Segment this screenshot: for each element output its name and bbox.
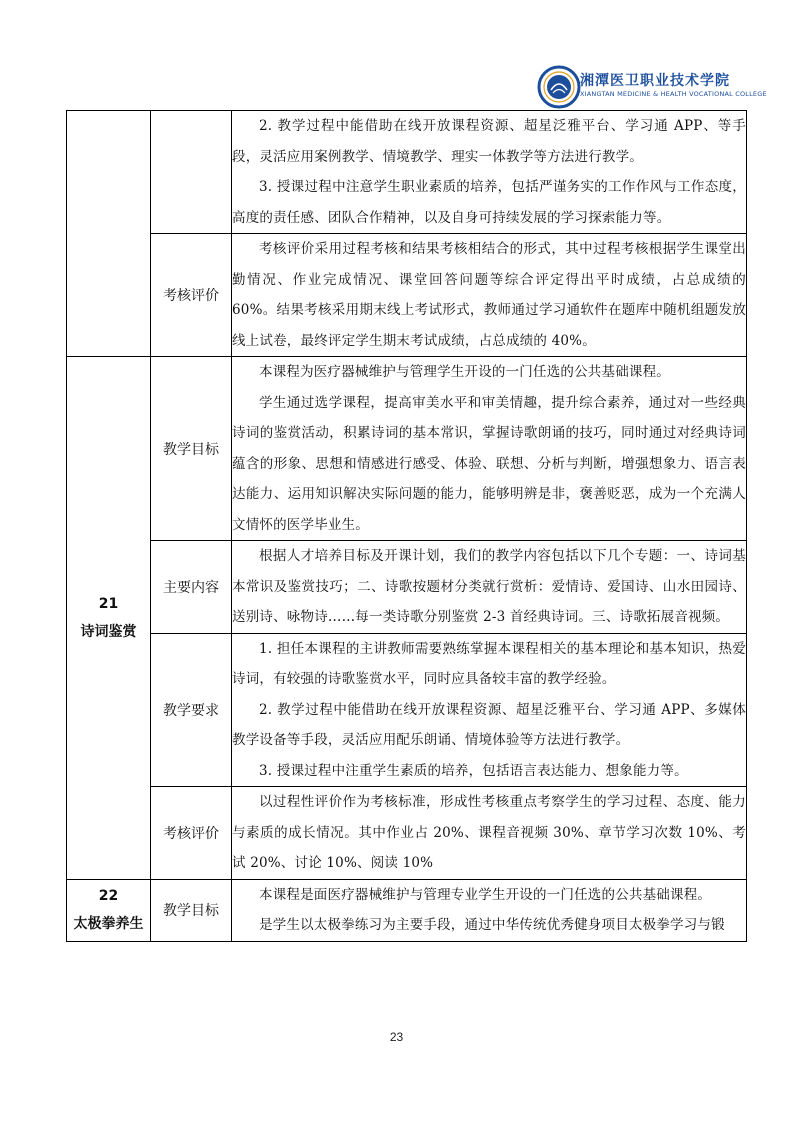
row-label-empty [151, 111, 232, 234]
paragraph: 是学生以太极拳练习为主要手段，通过中华传统优秀健身项目太极拳学习与锻 [259, 917, 725, 933]
paragraph: 1. 担任本课程的主讲教师需要熟练掌握本课程相关的基本理论和基本知识，热爱诗词，有较强的诗歌鉴赏水平，同时应具备较丰富的教学经验。 [232, 640, 746, 687]
row-label: 考核评价 [151, 234, 232, 357]
course-name: 诗词鉴赏 [80, 623, 137, 640]
course-table [66, 110, 747, 942]
table-row [67, 879, 747, 941]
paragraph: 考核评价采用过程考核和结果考核相结合的形式，其中过程考核根据学生课堂出勤情况、作业完成情况、课堂回答问题等综合评定得出平时成绩，占总成绩的 60%。结果考核采用期末线上考试形式，教师通过学习通软件在题库中随机组题发放线上试卷，最终评定学生期末考试成绩，占总成绩的 40%。 [232, 241, 746, 349]
paragraph: 根据人才培养目标及开课计划，我们的教学内容包括以下几个专题：一、诗词基本常识及鉴赏技巧；二、诗歌按题材分类就行赏析：爱情诗、爱国诗、山水田园诗、送别诗、咏物诗……每一类诗歌分别鉴赏 2-3 首经典诗词。三、诗歌拓展音视频。 [232, 548, 746, 625]
college-name-cn: 湘潭医卫职业技术学院 [580, 73, 730, 89]
course-number: 22 [98, 888, 119, 904]
req-cell [232, 111, 747, 234]
row-label: 教学目标 [151, 357, 232, 541]
row-label: 主要内容 [151, 541, 232, 634]
paragraph: 2. 教学过程中能借助在线开放课程资源、超星泛雅平台、学习通 APP、多媒体教学设备等手段，灵活应用配乐朗诵、情境体验等方法进行教学。 [232, 701, 746, 748]
course-title-cell [67, 879, 151, 941]
table-row [67, 111, 747, 234]
req-cell [232, 633, 747, 787]
paragraph: 3. 授课过程中注意学生职业素质的培养，包括严谨务实的工作作风与工作态度，高度的责任感、团队合作精神，以及自身可持续发展的学习探索能力等。 [232, 179, 746, 226]
paragraph: 学生通过选学课程，提高审美水平和审美情趣，提升综合素养，通过对一些经典诗词的鉴赏活动，积累诗词的基本常识，掌握诗歌朗诵的技巧，同时通过对经典诗词蕴含的形象、思想和情感进行感受、体验、联想、分析与判断，增强想象力、语言表达能力、运用知识解决实际问题的能力，能够明辨是非，褒善贬恶，成为一个充满人文情怀的医学毕业生。 [232, 394, 746, 533]
table-row [67, 357, 747, 541]
table-row [67, 787, 747, 880]
paragraph: 2. 教学过程中能借助在线开放课程资源、超星泛雅平台、学习通 APP、等手段，灵活应用案例教学、情境教学、理实一体教学等方法进行教学。 [232, 118, 746, 165]
row-label: 考核评价 [151, 787, 232, 880]
page-number: 23 [389, 1030, 404, 1044]
college-emblem-icon [537, 64, 581, 110]
table-row [67, 234, 747, 357]
course-number: 21 [98, 595, 119, 612]
assess-cell [232, 787, 747, 880]
assess-cell [232, 234, 747, 357]
paragraph: 以过程性评价作为考核标准，形成性考核重点考察学生的学习过程、态度、能力与素质的成长情况。其中作业占 20%、课程音视频 30%、章节学习次数 10%、考试 20%、讨论 10%、阅读 10% [232, 794, 746, 871]
paragraph: 本课程是面医疗器械维护与管理专业学生开设的一门任选的公共基础课程。 [259, 886, 712, 903]
course-title-cell [67, 357, 151, 880]
course-name: 太极拳养生 [73, 916, 144, 932]
college-name-en: XIANGTAN MEDICINE & HEALTH VOCATIONAL COLLEGE [580, 90, 767, 98]
row-label: 教学要求 [151, 633, 232, 787]
content-cell [232, 541, 747, 634]
course-cell-empty [67, 111, 151, 357]
table-row [67, 541, 747, 634]
table-row [67, 633, 747, 787]
goal-cell [232, 879, 747, 941]
paragraph: 本课程为医疗器械维护与管理学生开设的一门任选的公共基础课程。 [259, 364, 670, 380]
row-label: 教学目标 [151, 879, 232, 941]
goal-cell [232, 357, 747, 541]
paragraph: 3. 授课过程中注重学生素质的培养，包括语言表达能力、想象能力等。 [259, 762, 688, 779]
